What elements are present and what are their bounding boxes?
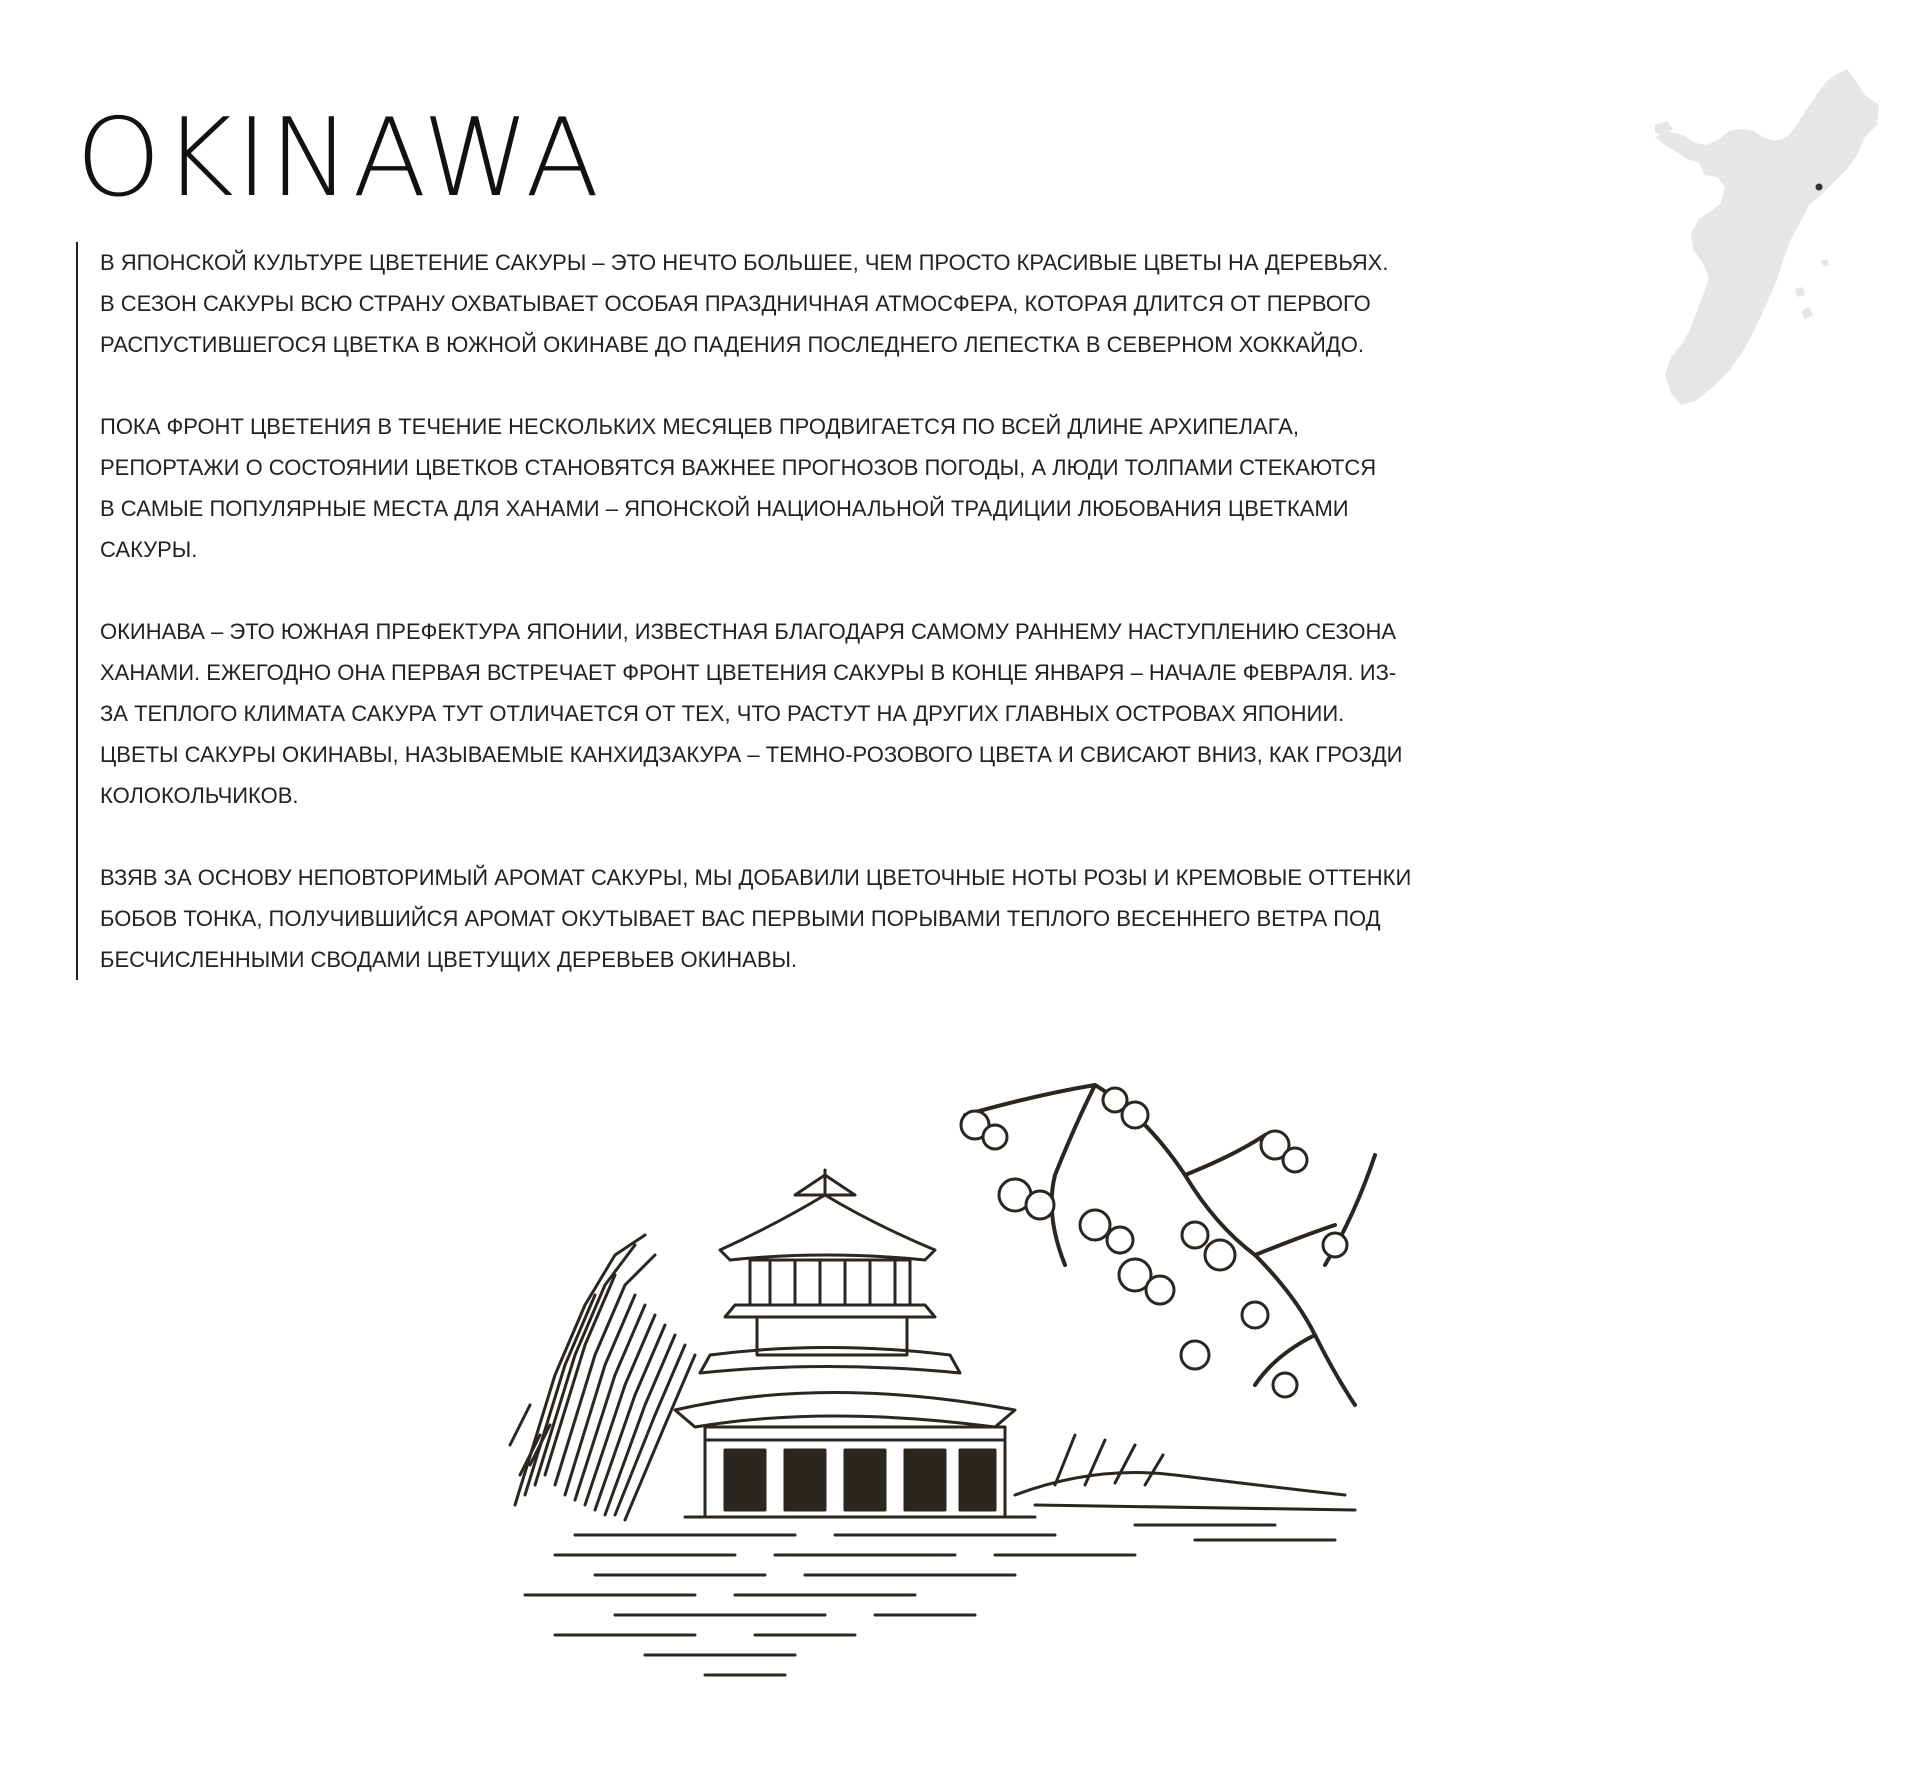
small-island-shape	[1801, 307, 1813, 319]
text-line: ЦВЕТЫ САКУРЫ ОКИНАВЫ, НАЗЫВАЕМЫЕ КАНХИДЗАКУРА – ТЕМНО-РОЗОВОГО ЦВЕТА И СВИСАЮТ ВНИЗ, КАК ГРОЗДИ	[100, 742, 1403, 767]
pagoda	[675, 1170, 1035, 1517]
location-dot-icon	[1816, 184, 1823, 191]
text-line: БОБОВ ТОНКА, ПОЛУЧИВШИЙСЯ АРОМАТ ОКУТЫВАЕТ ВАС ПЕРВЫМИ ПОРЫВАМИ ТЕПЛОГО ВЕСЕННЕГО ВЕТРА ПОД	[100, 906, 1381, 931]
paragraph-fragrance	[100, 857, 1620, 980]
text-line: В САМЫЕ ПОПУЛЯРНЫЕ МЕСТА ДЛЯ ХАНАМИ – ЯПОНСКОЙ НАЦИОНАЛЬНОЙ ТРАДИЦИИ ЛЮБОВАНИЯ ЦВЕТКАМИ	[100, 496, 1349, 521]
foliage-left	[510, 1235, 695, 1520]
okinawa-map-icon	[1595, 65, 1885, 415]
small-island-shape	[1795, 287, 1805, 297]
small-island-shape	[1821, 259, 1829, 267]
text-line: ПОКА ФРОНТ ЦВЕТЕНИЯ В ТЕЧЕНИЕ НЕСКОЛЬКИХ МЕСЯЦЕВ ПРОДВИГАЕТСЯ ПО ВСЕЙ ДЛИНЕ АРХИПЕЛАГА,	[100, 414, 1299, 439]
paragraph-spacer	[100, 816, 1620, 857]
paragraph-spacer	[100, 365, 1620, 406]
okinawa-island-map-icon	[1595, 65, 1885, 415]
paragraph-spacer	[100, 570, 1620, 611]
text-line: РАСПУСТИВШЕГОСЯ ЦВЕТКА В ЮЖНОЙ ОКИНАВЕ ДО ПАДЕНИЯ ПОСЛЕДНЕГО ЛЕПЕСТКА В СЕВЕРНОМ ХОККАЙДО.	[100, 332, 1364, 357]
text-line: ЗА ТЕПЛОГО КЛИМАТА САКУРА ТУТ ОТЛИЧАЕТСЯ ОТ ТЕХ, ЧТО РАСТУТ НА ДРУГИХ ГЛАВНЫХ ОСТРОВАХ ЯПОНИИ.	[100, 701, 1345, 726]
water-reflections	[525, 1525, 1335, 1675]
paragraph-bloom-front	[100, 406, 1620, 570]
pagoda-sakura-sketch-icon	[495, 1055, 1435, 1695]
main-island-shape	[1655, 69, 1879, 405]
shoreline-right	[1015, 1435, 1355, 1510]
text-line: КОЛОКОЛЬЧИКОВ.	[100, 783, 299, 808]
page-title: OKINAWA	[76, 96, 602, 221]
paragraph-sakura-culture	[100, 242, 1620, 365]
pagoda-illustration	[495, 1055, 1435, 1695]
text-line: РЕПОРТАЖИ О СОСТОЯНИИ ЦВЕТКОВ СТАНОВЯТСЯ ВАЖНЕЕ ПРОГНОЗОВ ПОГОДЫ, А ЛЮДИ ТОЛПАМИ СТЕКАЮТСЯ	[100, 455, 1377, 480]
paragraph-okinawa	[100, 611, 1620, 816]
text-line: ВЗЯВ ЗА ОСНОВУ НЕПОВТОРИМЫЙ АРОМАТ САКУРЫ, МЫ ДОБАВИЛИ ЦВЕТОЧНЫЕ НОТЫ РОЗЫ И КРЕМОВЫЕ ОТТЕНКИ	[100, 865, 1412, 890]
text-line: БЕСЧИСЛЕННЫМИ СВОДАМИ ЦВЕТУЩИХ ДЕРЕВЬЕВ ОКИНАВЫ.	[100, 947, 798, 972]
text-line: В ЯПОНСКОЙ КУЛЬТУРЕ ЦВЕТЕНИЕ САКУРЫ – ЭТО НЕЧТО БОЛЬШЕЕ, ЧЕМ ПРОСТО КРАСИВЫЕ ЦВЕТЫ НА ДЕРЕВЬЯХ.	[100, 250, 1389, 275]
text-line: В СЕЗОН САКУРЫ ВСЮ СТРАНУ ОХВАТЫВАЕТ ОСОБАЯ ПРАЗДНИЧНАЯ АТМОСФЕРА, КОТОРАЯ ДЛИТСЯ ОТ ПЕРВОГО	[100, 291, 1371, 316]
text-line: ОКИНАВА – ЭТО ЮЖНАЯ ПРЕФЕКТУРА ЯПОНИИ, ИЗВЕСТНАЯ БЛАГОДАРЯ САМОМУ РАННЕМУ НАСТУПЛЕНИЮ СЕЗОНА	[100, 619, 1397, 644]
description-block	[76, 242, 1620, 980]
sakura-branches	[965, 1085, 1375, 1405]
text-line: САКУРЫ.	[100, 537, 198, 562]
text-line: ХАНАМИ. ЕЖЕГОДНО ОНА ПЕРВАЯ ВСТРЕЧАЕТ ФРОНТ ЦВЕТЕНИЯ САКУРЫ В КОНЦЕ ЯНВАРЯ – НАЧАЛЕ ФЕВРАЛЯ. ИЗ-	[100, 660, 1397, 685]
